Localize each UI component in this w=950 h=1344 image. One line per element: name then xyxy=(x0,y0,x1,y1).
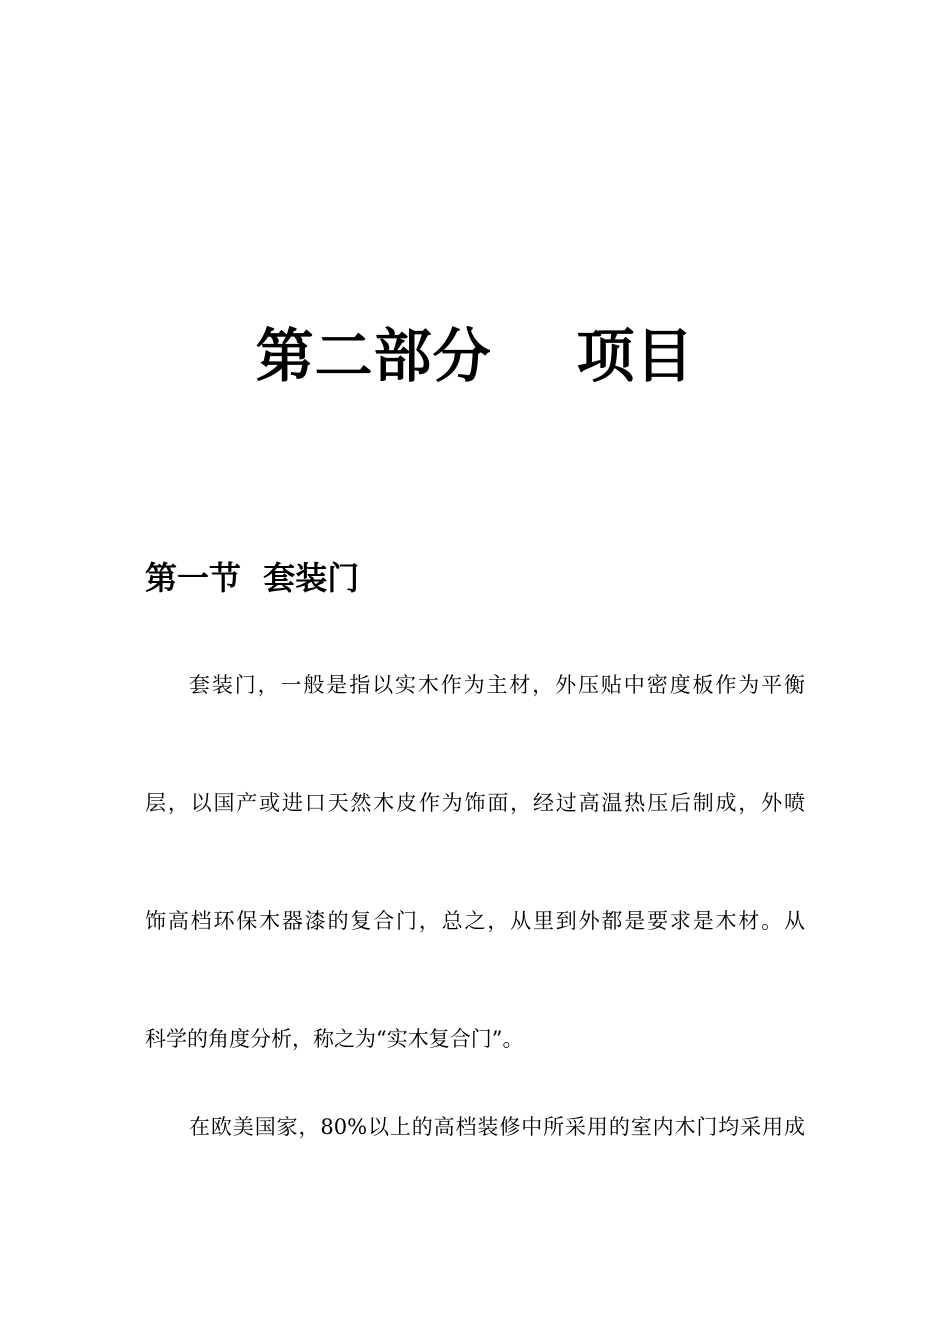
part-title: 第二部分 项目 xyxy=(255,322,695,390)
paragraph-line: 在欧美国家，80%以上的高档装修中所采用的室内木门均采用成 xyxy=(189,1115,805,1139)
paragraph-line: 层，以国产或进口天然木皮作为饰面，经过高温热压后制成，外喷 xyxy=(145,791,805,815)
section-title: 第一节 套装门 xyxy=(145,559,360,597)
paragraph-line: 套装门，一般是指以实木作为主材，外压贴中密度板作为平衡 xyxy=(189,673,805,697)
paragraph-line: 饰高档环保木器漆的复合门，总之，从里到外都是要求是木材。从 xyxy=(145,909,805,933)
paragraph-line: 科学的角度分析，称之为“实木复合门”。 xyxy=(145,1027,524,1051)
